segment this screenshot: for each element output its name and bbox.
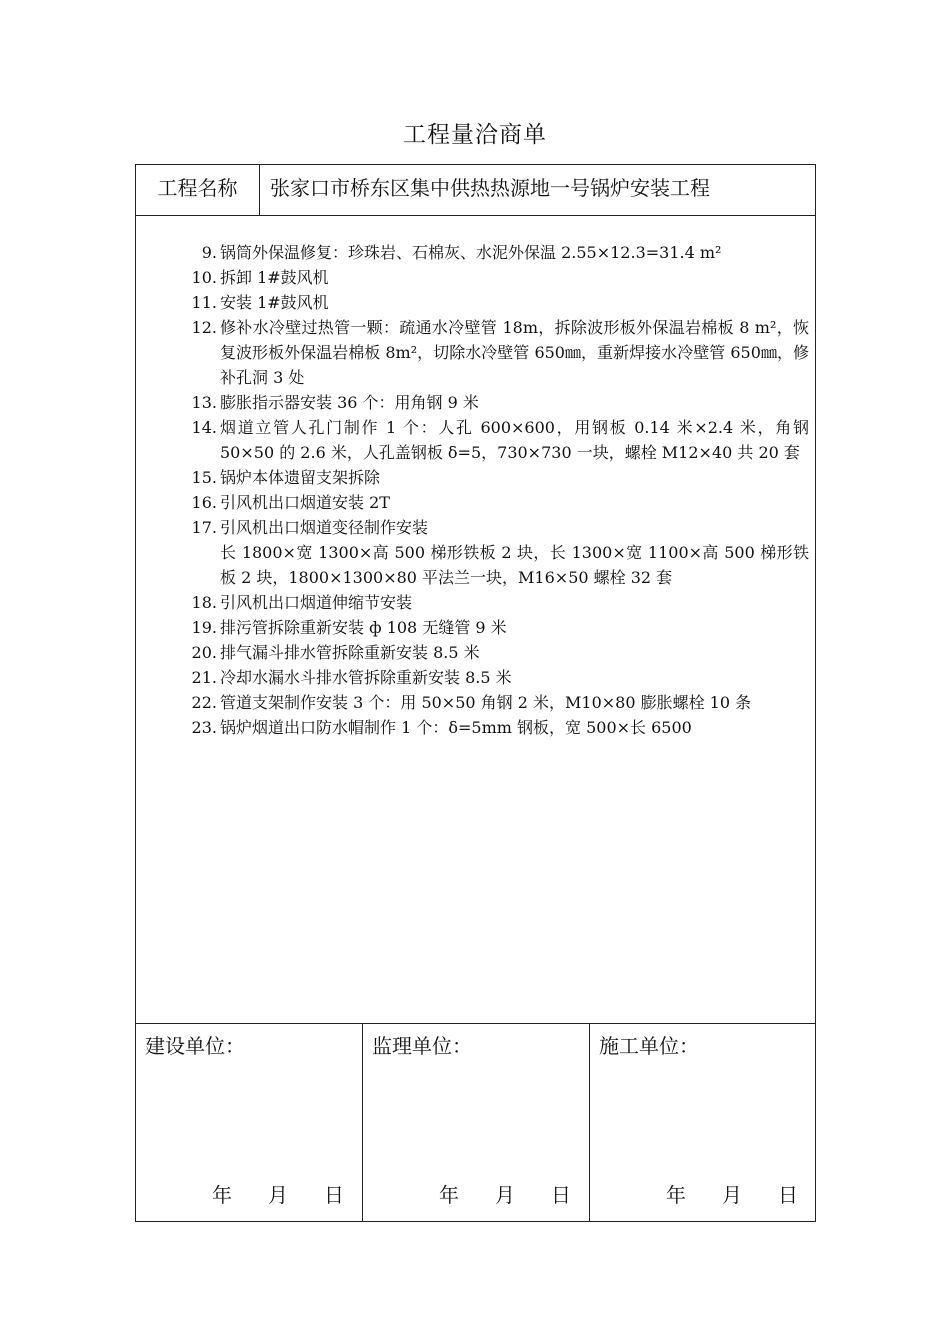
work-item-number: 12. (191, 318, 217, 337)
work-item-number: 16. (191, 493, 217, 512)
work-item-number: 19. (191, 618, 217, 637)
signature-label: 施工单位： (599, 1034, 699, 1058)
date-year: 年 (666, 1183, 686, 1207)
signature-construction-unit (136, 1024, 363, 1221)
signature-row (136, 1024, 815, 1221)
date-day: 日 (551, 1183, 571, 1207)
work-item (184, 640, 809, 665)
work-item (184, 665, 809, 690)
signature-label: 建设单位： (145, 1034, 245, 1058)
work-item-text: 排污管拆除重新安装 ф 108 无缝管 9 米 (220, 618, 507, 637)
signature-label: 监理单位： (372, 1034, 472, 1058)
work-item-text: 修补水冷壁过热管一颗：疏通水冷壁管 18m，拆除波形板外保温岩棉板 8 m²，恢复波形板外保温岩棉板 8m²，切除水冷壁管 650㎜，重新焊接水冷壁管 650㎜，修补孔洞 3 处 (220, 318, 809, 387)
work-items-list (184, 240, 809, 740)
date-day: 日 (324, 1183, 344, 1207)
work-item-text: 引风机出口烟道安装 2T (220, 493, 390, 512)
work-item (184, 515, 809, 540)
work-item-number: 20. (191, 643, 217, 662)
work-item (184, 690, 809, 715)
work-item (184, 540, 809, 590)
work-item-number: 17. (191, 518, 217, 537)
work-item-number: 22. (191, 693, 217, 712)
negotiation-form (135, 164, 816, 1222)
work-item-number: 9. (201, 243, 217, 262)
work-item-text: 锅筒外保温修复：珍珠岩、石棉灰、水泥外保温 2.55×12.3=31.4 m² (220, 243, 722, 262)
document-title: 工程量洽商单 (403, 122, 547, 148)
work-item-number: 13. (191, 393, 217, 412)
work-item-text: 烟道立管人孔门制作 1 个：人孔 600×600，用钢板 0.14 米×2.4 米，角钢 50×50 的 2.6 米，人孔盖钢板 δ=5，730×730 一块，螺栓 M12×40 共 20 套 (220, 418, 809, 462)
date-year: 年 (439, 1183, 459, 1207)
work-item-text: 冷却水漏水斗排水管拆除重新安装 8.5 米 (220, 668, 512, 687)
signature-supervision-unit (363, 1024, 590, 1221)
project-name-label: 工程名称 (136, 165, 260, 215)
work-item-number: 10. (191, 268, 217, 287)
date-day: 日 (778, 1183, 798, 1207)
work-item (184, 590, 809, 615)
signature-contractor-unit (590, 1024, 815, 1221)
work-item (184, 265, 809, 290)
work-item (184, 290, 809, 315)
work-item-text: 排气漏斗排水管拆除重新安装 8.5 米 (220, 643, 480, 662)
work-item (184, 415, 809, 465)
work-item-text: 锅炉本体遗留支架拆除 (220, 468, 381, 487)
date-year: 年 (212, 1183, 232, 1207)
work-items-section (136, 216, 815, 1024)
date-month: 月 (495, 1183, 515, 1207)
work-item-text: 膨胀指示器安装 36 个：用角钢 9 米 (220, 393, 479, 412)
work-item (184, 390, 809, 415)
work-item (184, 490, 809, 515)
work-item-text: 引风机出口烟道伸缩节安装 (220, 593, 413, 612)
work-item-number: 14. (191, 418, 217, 437)
work-item (184, 715, 809, 740)
work-item-number: 21. (191, 668, 217, 687)
work-item (184, 615, 809, 640)
work-item-text: 长 1800×宽 1300×高 500 梯形铁板 2 块，长 1300×宽 1100×高 500 梯形铁板 2 块，1800×1300×80 平法兰一块，M16×50 螺栓 32 套 (220, 543, 809, 587)
work-item-text: 锅炉烟道出口防水帽制作 1 个：δ=5mm 钢板，宽 500×长 6500 (220, 718, 692, 737)
work-item (184, 465, 809, 490)
work-item-number: 18. (191, 593, 217, 612)
project-name-value: 张家口市桥东区集中供热热源地一号锅炉安装工程 (270, 176, 710, 200)
work-item-text: 管道支架制作安装 3 个：用 50×50 角钢 2 米，M10×80 膨胀螺栓 10 条 (220, 693, 752, 712)
date-month: 月 (722, 1183, 742, 1207)
date-month: 月 (268, 1183, 288, 1207)
work-item-text: 拆卸 1#鼓风机 (220, 268, 329, 287)
work-item-number: 15. (191, 468, 217, 487)
work-item-text: 引风机出口烟道变径制作安装 (220, 518, 429, 537)
project-name-row (136, 165, 815, 216)
work-item-number: 11. (191, 293, 217, 312)
work-item-number: 23. (191, 718, 217, 737)
work-item (184, 240, 809, 265)
work-item (184, 315, 809, 390)
work-item-text: 安装 1#鼓风机 (220, 293, 329, 312)
